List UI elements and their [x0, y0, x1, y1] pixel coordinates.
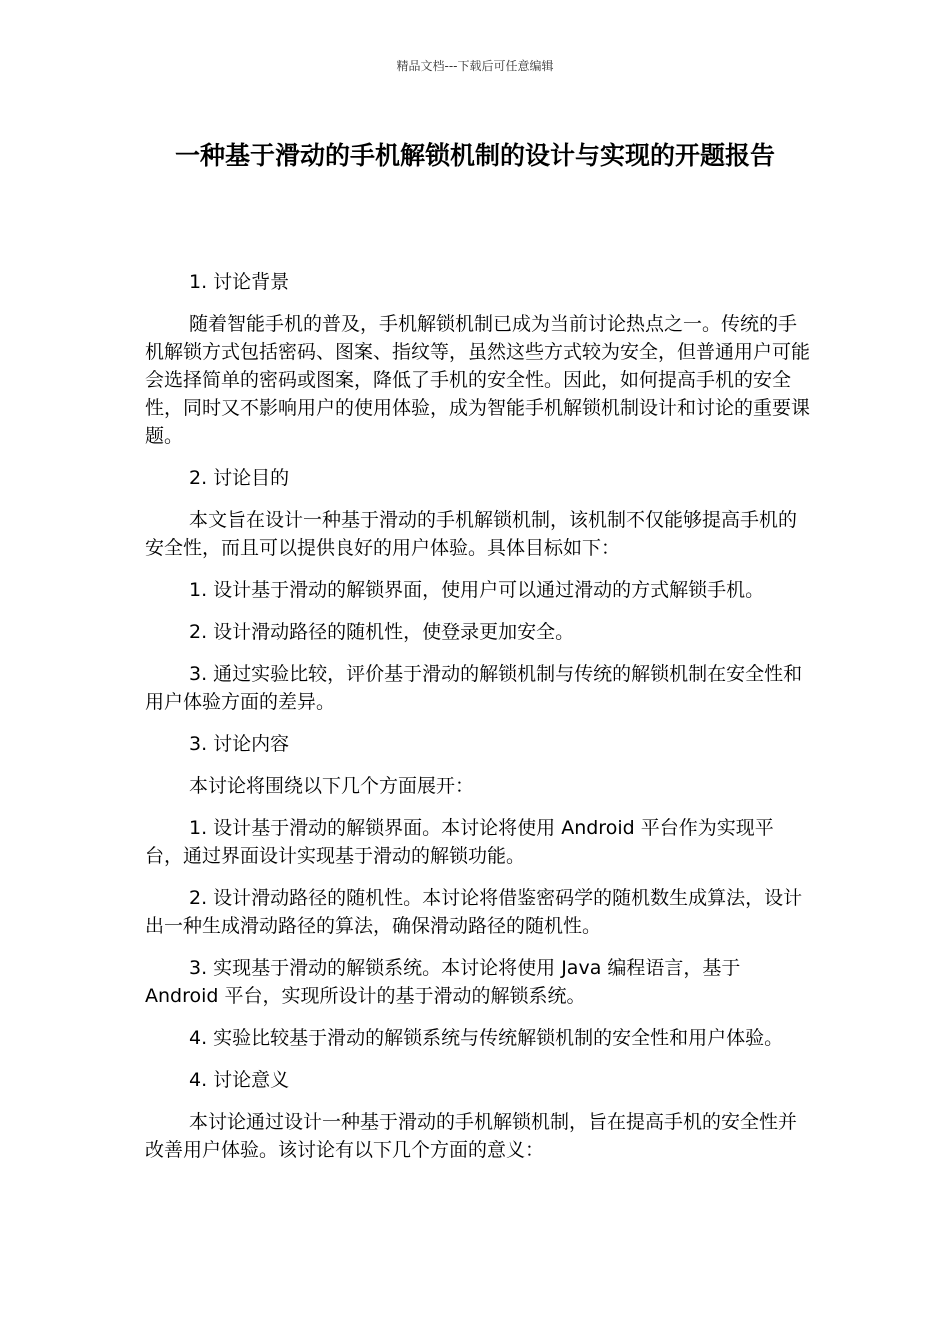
- purpose-item-2: 2. 设计滑动路径的随机性，使登录更加安全。: [189, 621, 575, 643]
- section-heading-significance: 4. 讨论意义: [189, 1069, 290, 1091]
- section-heading-background: 1. 讨论背景: [189, 271, 290, 293]
- content-item-3: 3. 实现基于滑动的解锁系统。本讨论将使用 Java 编程语言，基于 Android 平台，实现所设计的基于滑动的解锁系统。: [145, 957, 741, 1007]
- purpose-item-3: 3. 通过实验比较，评价基于滑动的解锁机制与传统的解锁机制在安全性和用户体验方面的差异。: [145, 663, 803, 713]
- purpose-item-1: 1. 设计基于滑动的解锁界面，使用户可以通过滑动的方式解锁手机。: [189, 579, 765, 601]
- paragraph-content-intro: 本讨论将围绕以下几个方面展开：: [189, 775, 475, 797]
- paragraph-significance: 本讨论通过设计一种基于滑动的手机解锁机制，旨在提高手机的安全性并改善用户体验。该讨论有以下几个方面的意义：: [145, 1111, 798, 1161]
- section-heading-purpose: 2. 讨论目的: [189, 467, 290, 489]
- document-body: [145, 268, 811, 1178]
- paragraph-purpose: 本文旨在设计一种基于滑动的手机解锁机制，该机制不仅能够提高手机的安全性，而且可以提供良好的用户体验。具体目标如下：: [145, 509, 798, 559]
- content-item-1: 1. 设计基于滑动的解锁界面。本讨论将使用 Android 平台作为实现平台，通过界面设计实现基于滑动的解锁功能。: [145, 817, 774, 867]
- content-item-2: 2. 设计滑动路径的随机性。本讨论将借鉴密码学的随机数生成算法，设计出一种生成滑动路径的算法，确保滑动路径的随机性。: [145, 887, 803, 937]
- paragraph-background: 随着智能手机的普及，手机解锁机制已成为当前讨论热点之一。传统的手机解锁方式包括密码、图案、指纹等，虽然这些方式较为安全，但普通用户可能会选择简单的密码或图案，降低了手机的安全性。因此，如何提高手机的安全性，同时又不影响用户的使用体验，成为智能手机解锁机制设计和讨论的重要课题。: [145, 313, 811, 447]
- section-heading-content: 3. 讨论内容: [189, 733, 290, 755]
- content-item-4: 4. 实验比较基于滑动的解锁系统与传统解锁机制的安全性和用户体验。: [189, 1027, 784, 1049]
- page-header-note: 精品文档---下载后可任意编辑: [396, 59, 554, 73]
- document-title: 一种基于滑动的手机解锁机制的设计与实现的开题报告: [174, 141, 775, 170]
